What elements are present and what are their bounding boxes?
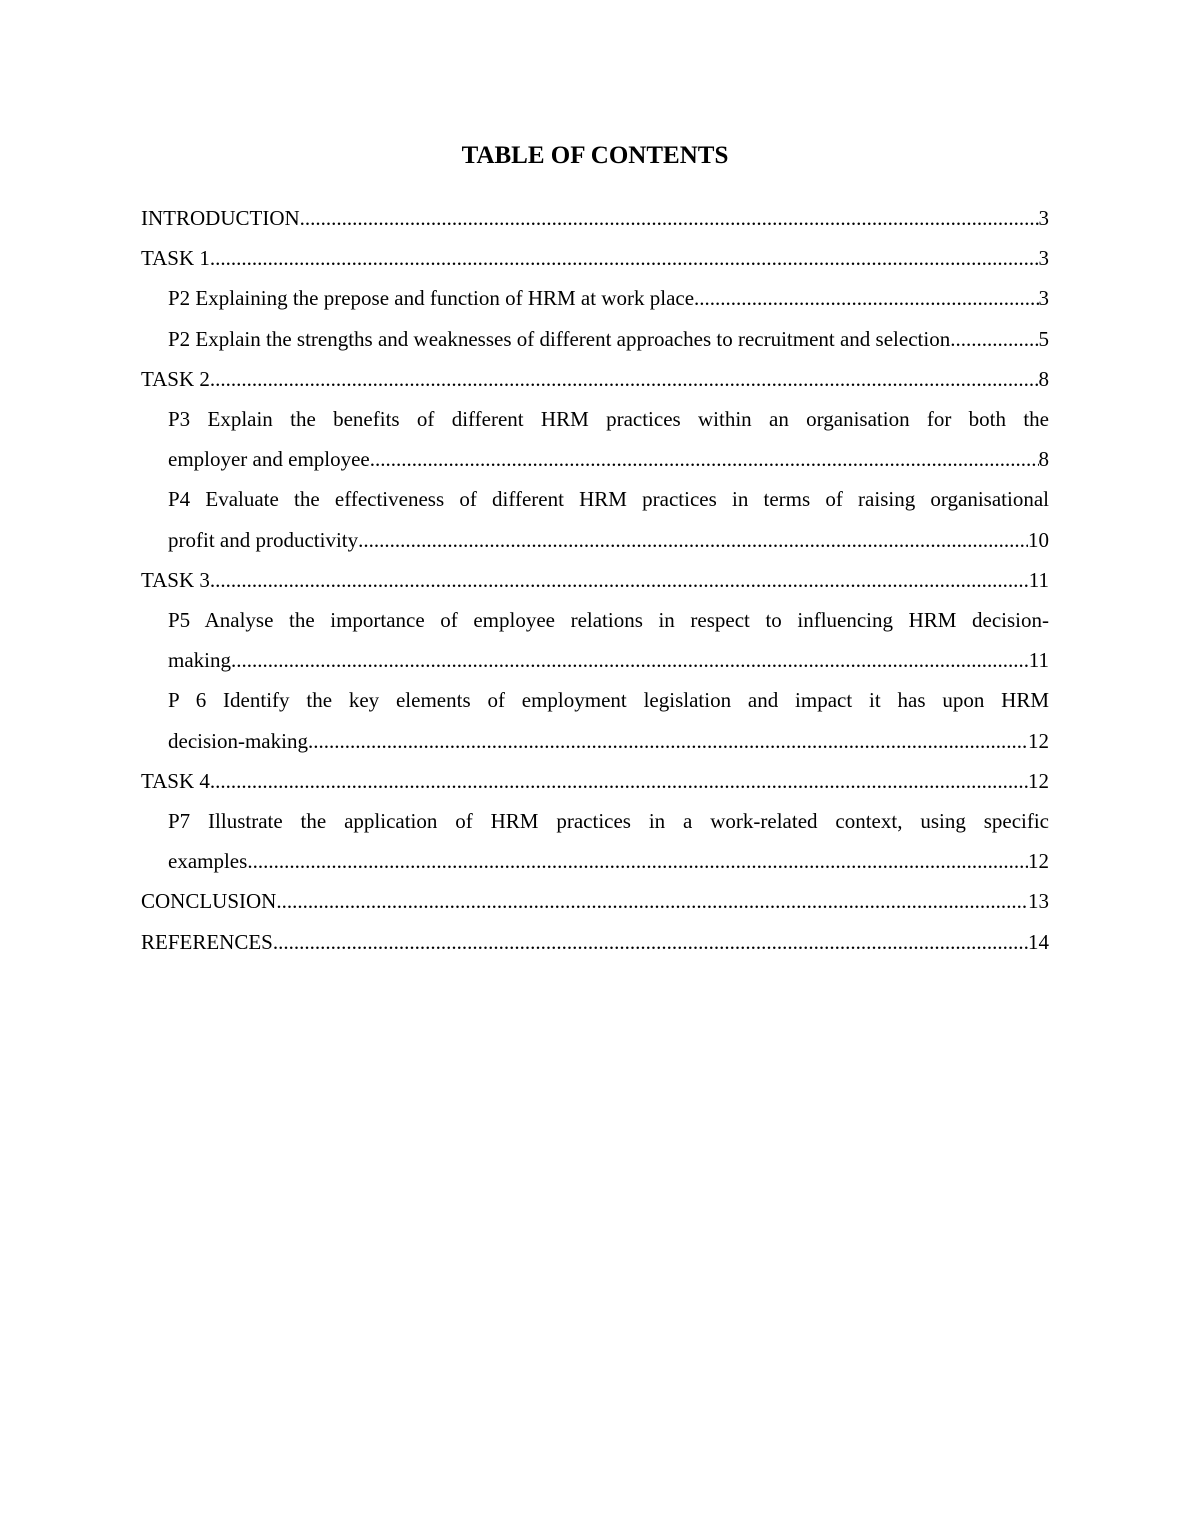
toc-page-number: 3 — [1038, 206, 1049, 230]
toc-leader-dots — [231, 640, 1029, 680]
toc-entry-task-1[interactable] — [141, 238, 1049, 278]
toc-leader-dots — [308, 721, 1028, 761]
toc-leader-dots — [276, 881, 1028, 921]
toc-entry-label: P2 Explaining the prepose and function of HRM at work place — [168, 286, 695, 311]
toc-entry-label: TASK 4 — [141, 768, 210, 793]
toc-entry-label-line2: making — [168, 648, 231, 673]
toc-entry-task-3[interactable] — [141, 560, 1049, 600]
toc-entry-references[interactable] — [141, 922, 1049, 962]
toc-entry-label-line2: employer and employee — [168, 447, 370, 472]
toc-page-number: 8 — [1038, 366, 1049, 391]
toc-page-number: 10 — [1028, 527, 1049, 552]
toc-list — [141, 198, 1049, 962]
toc-entry-label-line1: P7 Illustrate the application of HRM practices in a work-related context, using specific — [168, 809, 1049, 834]
toc-entry-label: REFERENCES — [141, 929, 273, 954]
toc-leader-dots — [358, 520, 1028, 560]
document-page — [141, 138, 1049, 962]
toc-entry-label-line2: decision-making — [168, 728, 308, 753]
toc-entry-label-line1: P 6 Identify the key elements of employment legislation and impact it has upon HRM — [168, 688, 1049, 713]
toc-page-number: 11 — [1028, 648, 1049, 673]
toc-page-number: 12 — [1028, 768, 1049, 793]
toc-page-number: 12 — [1028, 728, 1049, 753]
toc-leader-dots — [694, 278, 1038, 318]
toc-entry-p4-effectiveness[interactable] — [141, 479, 1049, 559]
toc-entry-task-4[interactable] — [141, 761, 1049, 801]
toc-leader-dots — [950, 319, 1038, 359]
toc-entry-line2 — [168, 439, 1049, 479]
toc-entry-label-line1: P3 Explain the benefits of different HRM practices within an organisation for both the — [168, 407, 1049, 432]
toc-entry-label: CONCLUSION — [141, 889, 277, 914]
toc-entry-p6-legislation[interactable] — [141, 680, 1049, 760]
toc-entry-line2 — [168, 841, 1049, 881]
toc-page-number: 12 — [1028, 849, 1049, 874]
toc-entry-p3-benefits[interactable] — [141, 399, 1049, 479]
toc-entry-line2 — [168, 640, 1049, 680]
toc-entry-label: INTRODUCTION — [141, 206, 300, 230]
toc-entry-label-line1: P4 Evaluate the effectiveness of different HRM practices in terms of raising organisational — [168, 487, 1049, 512]
toc-title: TABLE OF CONTENTS — [461, 142, 729, 169]
toc-page-number: 13 — [1028, 889, 1049, 914]
toc-page-number: 11 — [1028, 567, 1049, 592]
toc-page-number: 8 — [1038, 447, 1049, 472]
toc-page-number: 3 — [1038, 286, 1049, 311]
toc-leader-dots — [370, 439, 1039, 479]
toc-page-number: 5 — [1038, 326, 1049, 351]
toc-leader-dots — [210, 761, 1028, 801]
toc-entry-label: TASK 2 — [141, 366, 210, 391]
toc-leader-dots — [273, 922, 1028, 962]
toc-entry-p2-recruitment-selection[interactable] — [141, 319, 1049, 359]
toc-leader-dots — [210, 238, 1039, 278]
toc-entry-line2 — [168, 721, 1049, 761]
toc-entry-label-line2: profit and productivity — [168, 527, 359, 552]
toc-entry-label: P2 Explain the strengths and weaknesses of different approaches to recruitment and selection — [168, 326, 951, 351]
toc-leader-dots — [300, 198, 1039, 238]
toc-entry-conclusion[interactable] — [141, 881, 1049, 921]
toc-entry-p5-employee-relations[interactable] — [141, 600, 1049, 680]
toc-leader-dots — [210, 560, 1029, 600]
toc-entry-line2 — [168, 520, 1049, 560]
toc-entry-p2-purpose-function[interactable] — [141, 278, 1049, 318]
toc-entry-label: TASK 3 — [141, 567, 210, 592]
toc-entry-label: TASK 1 — [141, 246, 210, 271]
toc-entry-label-line1: P5 Analyse the importance of employee relations in respect to influencing HRM decision- — [168, 608, 1049, 633]
toc-entry-p7-application[interactable] — [141, 801, 1049, 881]
toc-leader-dots — [210, 359, 1039, 399]
toc-entry-task-2[interactable] — [141, 359, 1049, 399]
toc-leader-dots — [247, 841, 1028, 881]
toc-page-number: 14 — [1028, 929, 1049, 954]
toc-entry-introduction[interactable] — [141, 198, 1049, 238]
toc-entry-label-line2: examples — [168, 849, 248, 874]
toc-page-number: 3 — [1038, 246, 1049, 271]
